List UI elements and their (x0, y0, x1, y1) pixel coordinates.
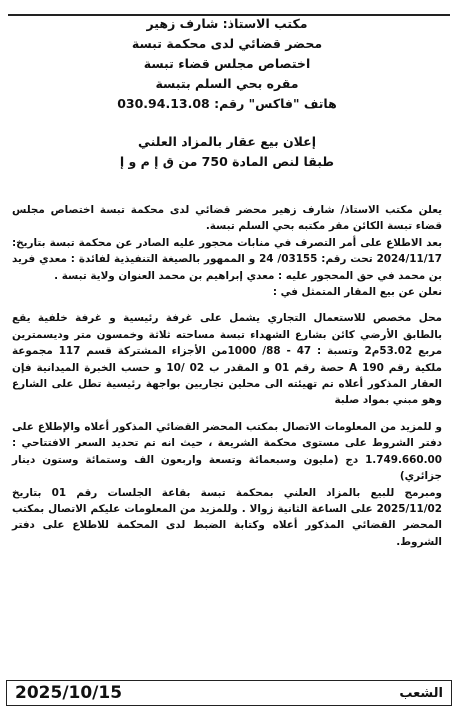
office-address: مقره بحي السلم بتبسة (155, 76, 299, 91)
top-border (8, 14, 450, 16)
bailiff-office-header (12, 14, 442, 114)
office-name: مكتب الاستاذ: شارف زهير (146, 16, 308, 31)
phone-label: هاتف "فاكس" رقم: (214, 96, 337, 111)
publication-date: 2025/10/15 (15, 683, 123, 703)
document-page (0, 14, 458, 710)
paragraph-court-order: بعد الاطلاع على أمر التصرف في منابات محجور عليه الصادر عن محكمة تبسة بتاريخ: 2024/11/17 تحت رقم: 03155/ 24 و الممهور بالصيغة التنفيذية لفائدة : معدي فريد بن محمد في حق المحجور عليه : معدي إبراهيم بن محمد العنوان ولاية تبسة . (12, 236, 442, 282)
newspaper-name: الشعب (399, 685, 443, 701)
paragraph-announcement: نعلن عن بيع المقار المتمثل في : (272, 286, 442, 299)
notice-title: إعلان بيع عقار بالمزاد العلني (138, 134, 316, 149)
notice-heading (12, 132, 442, 172)
publication-footer (6, 680, 452, 706)
office-phone (12, 94, 442, 114)
office-jurisdiction: اختصاص مجلس قضاء تبسة (143, 56, 311, 71)
notice-subtitle: طبقا لنص المادة 750 من ق إ م و إ (119, 154, 335, 169)
notice-body (12, 202, 442, 550)
office-role: محضر قضائي لدى محكمة تبسة (131, 36, 323, 51)
phone-number: 030.94.13.08 (117, 96, 210, 111)
paragraph-starting-price: و للمزيد من المعلومات الاتصال بمكتب المحضر القضائي المذكور أعلاه والإطلاع على دفتر الشروط على مستوى محكمة الشريعة ، حيث انه تم تحديد السعر الافتتاحي : 1.749.660.00 دج (مليون وسبعمائة وتسعة واربعون الف وستمائة وستون دينار جزائري) (12, 420, 442, 483)
paragraph-property-description: محل مخصص للاستعمال التجاري يشمل على غرفة رئيسية و غرفة خلفية يقع بالطابق الأرضي كائن بشارع الشهداء تبسة مساحته ثلاثة وخمسون متر وديسمترين مربع 53.02م2 وتسبة : 47 - 88/ 1000من الأجزاء المشتركة قسم 117 مجموعة ملكية رقم 190 A حصة رقم 01 و المقدر ب 02 /10 و حسب الخبرة الميدانية فإن العقار المذكور أعلاه تم تهيئته الى محلين تجاريين بواجهة رئيسية تطل على الشارع وهو مبني بمواد صلبة (12, 312, 443, 407)
paragraph-auction-date: ومبرمج للبيع بالمزاد العلني بمحكمة تبسة بقاعة الجلسات رقم 01 بتاريخ 2025/11/02 على الساعة الثانية زوالا . وللمزيد من المعلومات عليكم الاتصال بمكتب المحضر القضائي المذكور أعلاه وكتابة الضبط لدى المحكمة للاطلاع على دفتر الشروط. (12, 486, 442, 548)
paragraph-intro: يعلن مكتب الاستاذ/ شارف زهير محضر قضائي لدى محكمة تبسة اختصاص مجلس قضاء تبسة الكائن مقر مكتبه بحي السلم تبسة. (12, 204, 442, 233)
